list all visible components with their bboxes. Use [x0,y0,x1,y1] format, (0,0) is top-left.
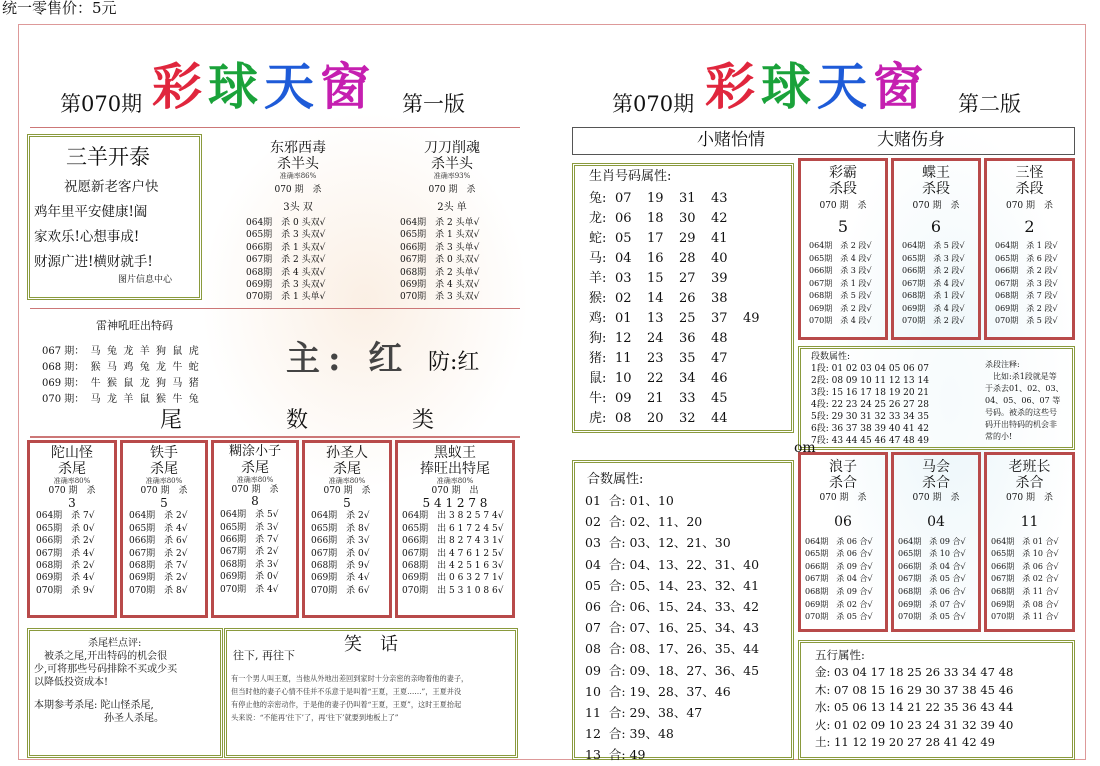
greeting-credit: 图片信息中心 [118,275,173,286]
zodiac-row: 牛: 09 21 33 45 [589,390,728,406]
head-1-history: 064期 杀 0 头双√ 065期 杀 3 头双√ 066期 杀 1 头双√ 067期 杀 2 头双√ 068期 杀 4 头双√ 069期 杀 3 头双√ 070期 杀 1 头单√ [246,218,326,303]
zodiac-row: 马: 04 16 28 40 [589,250,728,266]
zodiac-row: 羊: 03 15 27 39 [589,270,728,286]
seg-box-2: 蝶王 杀段 070 期 杀 6 064期 杀 5 段√ 065期 杀 3 段√ 066期 杀 2 段√ 067期 杀 4 段√ 068期 杀 1 段√ 069期 杀 4 段√ 070期 杀 2 段√ [891,158,981,340]
thunder-title: 雷神吼旺出特码 [96,319,173,332]
tail-section-title: 尾 数 类 [160,408,464,433]
tail-box-2: 铁手 杀尾 准确率80% 070 期 杀 5 064期 杀 2√ 065期 杀 4√ 066期 杀 6√ 067期 杀 2√ 068期 杀 7√ 069期 杀 2√ 070期 杀 8√ [120,440,208,618]
seg-attr-panel [798,346,1075,450]
right-masthead-logo: 彩球天窗 [705,58,929,116]
seg-note: 杀段注释: 比如:杀1段就是等 于杀去01、02、03、 04、05、06、07 等 号码。被杀的这些号 码开出特码的机会非 常的小! [985,360,1064,441]
zodiac-row: 兔: 07 19 31 43 [589,190,728,206]
left-edition: 第一版 [402,92,465,116]
seg-box-1: 彩霸 杀段 070 期 杀 5 064期 杀 2 段√ 065期 杀 4 段√ 066期 杀 3 段√ 067期 杀 1 段√ 068期 杀 5 段√ 069期 杀 2 段√ 070期 杀 4 段√ [798,158,888,340]
zodiac-row: 猴: 02 14 26 38 [589,290,728,306]
guard-color: 防:红 [428,350,480,375]
greeting-lines: 祝愿新老客户快 鸡年里平安健康!阖 家欢乐!心想事成! 财源广进!横财就手! [34,179,159,271]
seg-box-3: 三怪 杀段 070 期 杀 2 064期 杀 1 段√ 065期 杀 6 段√ 066期 杀 2 段√ 067期 杀 3 段√ 068期 杀 7 段√ 069期 杀 2 段√ 070期 杀 5 段√ [984,158,1075,340]
he-box-1: 浪子 杀合 070 期 杀 06 064期 杀 06 合√ 065期 杀 06 合√ 066期 杀 09 合√ 067期 杀 04 合√ 068期 杀 09 合√ 069期 杀 02 合√ 070期 杀 05 合√ [798,452,888,632]
zodiac-row: 狗: 12 24 36 48 [589,330,728,346]
right-issue: 第070期 [612,92,695,116]
sum-panel: 合数属性: 01 合: 01、10 02 合: 02、11、20 03 合: 03、12、21、30 04 合: 04、13、22、31、40 05 合: 05、14、23、32、41 06 合: 06、15、24、33、42 07 合: 07、16、25、34、43 08 合: 08、17、26、35、44 09 合: 09、18、27、36、45 10 合: 19、28、37、46 11 合: 29、38、47 12 合: 39、48 13 合: 49 [572,460,794,760]
he-box-2: 马会 杀合 070 期 杀 04 064期 杀 09 合√ 065期 杀 10 合√ 066期 杀 04 合√ 067期 杀 05 合√ 068期 杀 06 合√ 069期 杀 07 合√ 070期 杀 05 合√ [891,452,981,632]
price-label: 统一零售价：5元 [2,0,117,17]
zodiac-row: 龙: 06 18 30 42 [589,210,728,226]
head-col-1: 东邪西毒 杀半头 准确率86% 070 期 杀 3头 双 064期 杀 0 头双√ 065期 杀 3 头双√ 066期 杀 1 头双√ 067期 杀 2 头双√ 068期 杀 4 头双√ 069期 杀 3 头双√ 070期 杀 1 头单√ [238,140,358,304]
joke-panel: 笑 话 往下, 再往下 有一个男人叫王夏，当他从外地出差回到家时十分亲密的亲吻着他的妻子， 但当时他的妻子心情不佳并不乐意于是叫着“王夏，王夏……”，王夏并没 有停止他的亲密动作，于是他的妻子仍叫着“王夏，王夏”，这时王夏抬起 头来说：“不能再‘往下’了，再‘往下’就要到地板上了” [224,628,518,758]
zodiac-row: 虎: 08 20 32 44 [589,410,728,426]
thunder-history: 067 期： 马 兔 龙 羊 狗 鼠 虎 068 期： 猴 马 鸡 兔 龙 牛 蛇 069 期： 牛 猴 鼠 龙 狗 马 猪 070 期： 马 龙 羊 鼠 猴 牛 兔 [42,346,199,405]
left-masthead-logo: 彩球天窗 [152,58,376,116]
seg-attr-list: 段数属性: 1段: 01 02 03 04 05 06 07 2段: 08 09 10 11 12 13 14 3段: 15 16 17 18 19 20 21 4段: 22 23 24 25 26 27 28 5段: 29 30 31 32 33 34 35 6段: 36 37 38 39 40 41 42 7段: 43 44 45 46 47 48 49 [811,352,929,446]
he-box-3: 老班长 杀合 070 期 杀 11 064期 杀 01 合√ 065期 杀 10 合√ 066期 杀 06 合√ 067期 杀 02 合√ 068期 杀 11 合√ 069期 杀 08 合√ 070期 杀 11 合√ [984,452,1075,632]
zodiac-panel: 生肖号码属性: 兔: 07 19 31 43 龙: 06 18 30 42 蛇: 05 17 29 41 马: 04 16 28 40 羊: 03 15 27 39 猴: 02 14 26 38 鸡: 01 13 25 37 49 狗: 12 24 36 48 猪: 11 23 35 47 鼠: 10 22 34 46 牛: 09 21 33 45 虎: 08 20 32 44 [572,163,794,433]
head-col-2: 刀刀削魂 杀半头 准确率93% 070 期 杀 2头 单 064期 杀 2 头单√ 065期 杀 1 头双√ 066期 杀 3 头单√ 067期 杀 0 头双√ 068期 杀 2 头单√ 069期 杀 4 头双√ 070期 杀 3 头双√ [392,140,512,304]
tail-box-1: 陀山怪 杀尾 准确率80% 070 期 杀 3 064期 杀 7√ 065期 杀 0√ 066期 杀 2√ 067期 杀 4√ 068期 杀 2√ 069期 杀 4√ 070期 杀 9√ [27,440,117,618]
right-edition: 第二版 [958,92,1021,116]
wuxing-panel: 五行属性: 金: 03 04 17 18 25 26 33 34 47 48 木: 07 08 15 16 29 30 37 38 45 46 水: 05 06 13 14 21 22 35 36 43 44 火: 01 02 09 10 23 24 31 32 39 40 土: 11 12 19 20 27 28 41 42 49 [798,640,1075,760]
main-color: 主: 红 [286,339,411,379]
zodiac-row: 蛇: 05 17 29 41 [589,230,728,246]
comment-panel: 杀尾栏点评: 被杀之尾,开出特码的机会很 少,可将那些号码排除不买或少买 以降低投资成本! 本期参考杀尾: 陀山怪杀尾, 孙圣人杀尾。 [27,628,223,758]
zodiac-row: 猪: 11 23 35 47 [589,350,728,366]
left-issue: 第070期 [60,92,143,116]
stray-text: om [794,440,816,456]
joke-title: 笑 话 [344,634,398,655]
greeting-title: 三羊开泰 [66,145,150,169]
black-ant-box: 黑蚁王 捧旺出特尾 准确率80% 070 期 出 5 4 1 2 7 8 064期 出 3 8 2 5 7 4√ 065期 出 6 1 7 2 4 5√ 066期 出 8 2 7 4 3 1√ 067期 出 4 7 6 1 2 5√ 068期 出 4 2 5 1 6 3√ 069期 出 0 6 3 2 7 1√ 070期 出 5 3 1 0 8 6√ [395,440,515,618]
joke-subtitle: 往下, 再往下 [233,648,295,662]
zodiac-row: 鸡: 01 13 25 37 49 [589,310,760,326]
zodiac-row: 鼠: 10 22 34 46 [589,370,728,386]
tail-box-4: 孙圣人 杀尾 准确率80% 070 期 杀 5 064期 杀 2√ 065期 杀 8√ 066期 杀 3√ 067期 杀 0√ 068期 杀 9√ 069期 杀 4√ 070期 杀 6√ [302,440,392,618]
tail-box-3: 糊涂小子 杀尾 准确率80% 070 期 杀 8 064期 杀 5√ 065期 杀 3√ 066期 杀 7√ 067期 杀 2√ 068期 杀 3√ 069期 杀 0√ 070期 杀 4√ [211,440,299,618]
greeting-panel [27,134,202,300]
head-2-history: 064期 杀 2 头单√ 065期 杀 1 头双√ 066期 杀 3 头单√ 067期 杀 0 头双√ 068期 杀 2 头单√ 069期 杀 4 头双√ 070期 杀 3 头双√ [400,218,480,303]
gamble-banner: 小赌怡情 大赌伤身 [572,127,1075,155]
